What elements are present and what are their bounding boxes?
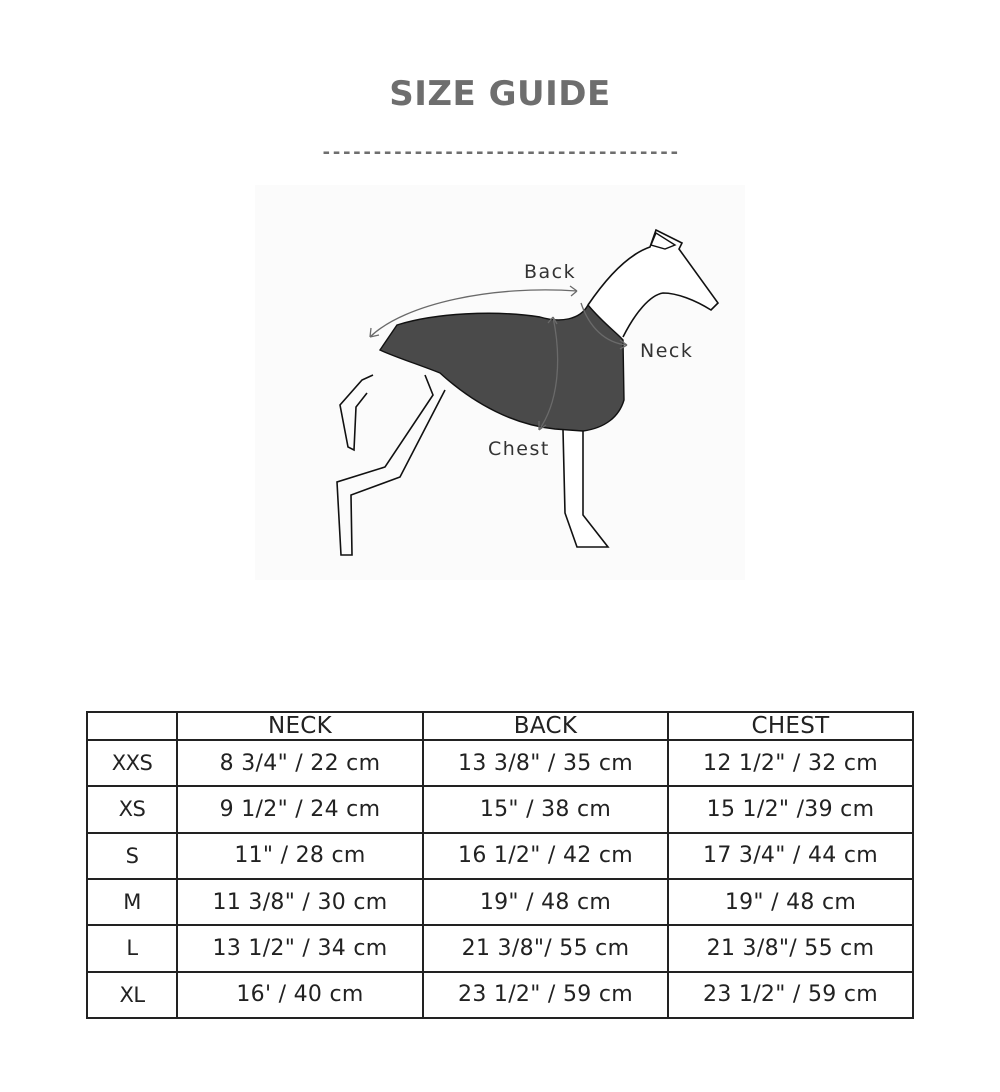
- title-divider: -----------------------------------: [320, 142, 680, 163]
- header-back: BACK: [423, 712, 668, 740]
- chest-label: Chest: [488, 438, 550, 460]
- back-cell: 19" / 48 cm: [423, 879, 668, 925]
- chest-cell: 12 1/2" / 32 cm: [668, 740, 913, 786]
- table-row: [87, 833, 913, 879]
- size-cell: XXS: [87, 740, 177, 786]
- header-size: [87, 712, 177, 740]
- size-cell: L: [87, 925, 177, 971]
- neck-cell: 11" / 28 cm: [177, 833, 423, 879]
- size-table: [86, 711, 914, 1019]
- dog-front-leg: [563, 430, 608, 547]
- chest-cell: 19" / 48 cm: [668, 879, 913, 925]
- page-title: SIZE GUIDE: [389, 74, 611, 114]
- back-cell: 13 3/8" / 35 cm: [423, 740, 668, 786]
- table-row: [87, 740, 913, 786]
- header-neck: NECK: [177, 712, 423, 740]
- back-cell: 21 3/8"/ 55 cm: [423, 925, 668, 971]
- neck-cell: 16' / 40 cm: [177, 972, 423, 1018]
- table-row: [87, 972, 913, 1018]
- back-cell: 23 1/2" / 59 cm: [423, 972, 668, 1018]
- size-cell: XS: [87, 786, 177, 832]
- table-row: [87, 879, 913, 925]
- chest-cell: 23 1/2" / 59 cm: [668, 972, 913, 1018]
- neck-cell: 8 3/4" / 22 cm: [177, 740, 423, 786]
- table-row: [87, 925, 913, 971]
- chest-cell: 21 3/8"/ 55 cm: [668, 925, 913, 971]
- dog-hind-leg: [337, 375, 445, 555]
- back-label: Back: [524, 261, 577, 283]
- neck-cell: 13 1/2" / 34 cm: [177, 925, 423, 971]
- chest-cell: 15 1/2" /39 cm: [668, 786, 913, 832]
- header-chest: CHEST: [668, 712, 913, 740]
- neck-label: Neck: [640, 340, 694, 362]
- size-cell: XL: [87, 972, 177, 1018]
- dog-measurement-diagram: [255, 185, 745, 580]
- neck-cell: 11 3/8" / 30 cm: [177, 879, 423, 925]
- back-cell: 16 1/2" / 42 cm: [423, 833, 668, 879]
- table-row: [87, 786, 913, 832]
- table-header-row: [87, 712, 913, 740]
- size-cell: S: [87, 833, 177, 879]
- size-cell: M: [87, 879, 177, 925]
- dog-coat: [380, 305, 624, 431]
- neck-cell: 9 1/2" / 24 cm: [177, 786, 423, 832]
- back-cell: 15" / 38 cm: [423, 786, 668, 832]
- chest-cell: 17 3/4" / 44 cm: [668, 833, 913, 879]
